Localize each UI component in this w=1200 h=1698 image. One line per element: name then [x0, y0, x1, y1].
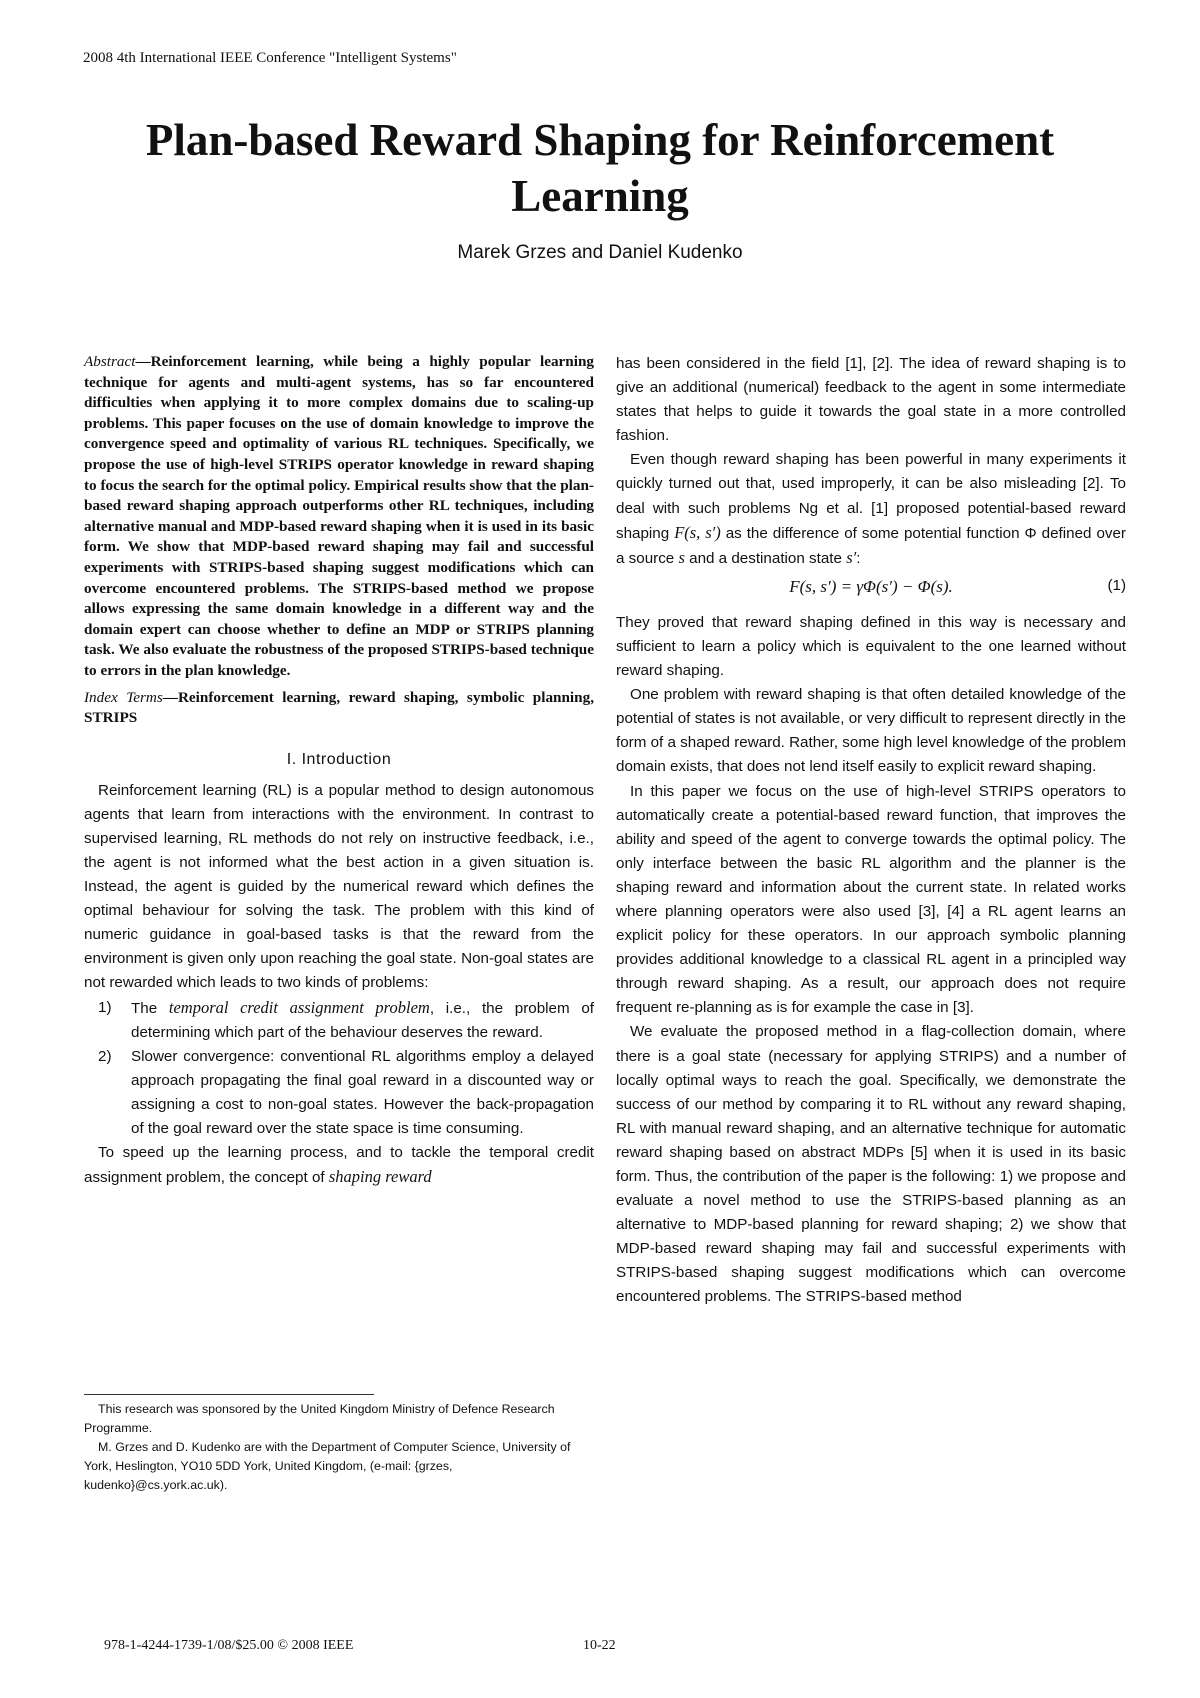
paper-authors: Marek Grzes and Daniel Kudenko: [457, 242, 743, 263]
intro-paragraph-3: Even though reward shaping has been powerful in many experiments it quickly turned out that, used improperly, it can be also misleading [2]. To deal with such problems Ng et al. [1] proposed potential-based reward shaping F(s, s′) as the difference of some potential function Φ defined over a source s and a destination state s′:: [616, 451, 1126, 567]
list-item: 1) The temporal credit assignment problem, i.e., the problem of determining which part of the behaviour deserves the reward.: [98, 997, 595, 1041]
math-inline: s: [678, 547, 685, 567]
footer-page-number: 10-22: [583, 1638, 616, 1653]
index-terms: Index Terms—Reinforcement learning, reward shaping, symbolic planning, STRIPS: [84, 688, 594, 727]
conference-header: 2008 4th International IEEE Conference "Intelligent Systems": [83, 50, 457, 66]
footnote-divider: [84, 1394, 374, 1395]
equation-number: (1): [1107, 576, 1126, 594]
intro-paragraph-7: We evaluate the proposed method in a flag-collection domain, where there is a goal state (necessary for applying STRIPS) and a number of locally optimal ways to reach the goal. Specifically, we demonstrate the success of our method by comparing it to RL without any reward shaping, RL with manual reward shaping, and an alternative technique for automatic reward shaping based on abstract MDPs [5] when it is used in its basic form. Thus, the contribution of the paper is the following: 1) we propose and evaluate a novel method to use the STRIPS-based planning as an alternative to MDP-based planning for reward shaping; 2) we show that MDP-based reward shaping may fail and successful experiments with STRIPS-based shaping suggest modifications which can overcome encountered problems. The STRIPS-based method: [616, 1023, 1126, 1306]
paper-title: Plan-based Reward Shaping for Reinforcement Learning: [145, 115, 1055, 221]
index-terms-label: Index Terms: [84, 688, 163, 706]
abstract: Abstract—Reinforcement learning, while being a highly popular learning technique for agents and multi-agent systems, has so far encountered difficulties when applying it to more complex domains due to scaling-up problems. This paper focuses on the use of domain knowledge to improve the convergence speed and optimality of various RL techniques. Specifically, we propose the use of high-level STRIPS operator knowledge in reward shaping to focus the search for the optimal policy. Empirical results show that the plan-based reward shaping approach outperforms other RL techniques, including alternative manual and MDP-based reward shaping when it is used in its basic form. We show that MDP-based reward shaping may fail and successful experiments with STRIPS-based shaping suggest modifications which can overcome encountered problems. The STRIPS-based method we propose allows expressing the same domain knowledge in a different way and the domain expert can choose whether to define an MDP or STRIPS planning task. We also evaluate the robustness of the proposed STRIPS-based technique to errors in the plan knowledge.: [84, 353, 594, 679]
right-column: [616, 352, 1126, 1310]
footnotes: [84, 1400, 594, 1495]
intro-paragraph-1: Reinforcement learning (RL) is a popular method to design autonomous agents that learn from interactions with the environment. In contrast to supervised learning, RL methods do not rely on instructive feedback, i.e., the agent is not informed what the best action in a given situation is. Instead, the agent is guided by the numerical reward which defines the optimal behaviour for solving the task. The problem with this kind of numeric guidance in goal-based tasks is that the reward from the environment is given only upon reaching the goal state. Non-goal states are not rewarded which leads to two kinds of problems:: [84, 781, 594, 992]
math-inline: s′: [846, 547, 857, 567]
intro-paragraph-4: They proved that reward shaping defined in this way is necessary and sufficient to learn a policy which is equivalent to the one learned without reward shaping.: [616, 613, 1126, 680]
equation-body: F(s, s′) = γΦ(s′) − Φ(s).: [789, 576, 953, 596]
emphasis: temporal credit assignment problem: [168, 997, 430, 1017]
intro-paragraph-6: In this paper we focus on the use of high-level STRIPS operators to automatically create a potential-based reward function, that improves the ability and speed of the agent to converge towards the optimal policy. The only interface between the basic RL algorithm and the planner is the shaping reward and information about the current state. In related works where planning operators were also used [3], [4] a RL agent learns an explicit policy for these operators. In our approach symbolic planning provides additional knowledge to a classical RL agent in a principled way through reward shaping. As a result, our approach does not require frequent re-planning as is for example the case in [3].: [616, 782, 1126, 1017]
footnote-funding: This research was sponsored by the United Kingdom Ministry of Defence Research Programme.: [84, 1402, 555, 1435]
abstract-label: Abstract: [84, 353, 136, 370]
intro-paragraph-5: One problem with reward shaping is that often detailed knowledge of the potential of states is not available, or very difficult to represent directly in the form of a shaped reward. Rather, some high level knowledge of the problem domain exists, that does not lend itself easily to explicit reward shaping.: [616, 686, 1126, 776]
list-item-number: 2): [98, 1047, 112, 1065]
section-heading-introduction: I. Introduction: [286, 750, 392, 768]
math-inline: F(s, s′): [674, 522, 721, 542]
footer-isbn: 978-1-4244-1739-1/08/$25.00 © 2008 IEEE: [104, 1638, 354, 1653]
list-item: 2) Slower convergence: conventional RL algorithms employ a delayed approach propagating the final goal reward in a discounted way or assigning a cost to non-goal states. However the back-propagation of the goal reward over the state space is time consuming.: [84, 1045, 594, 1141]
left-column: [84, 352, 594, 1190]
index-terms-text: Reinforcement learning, reward shaping, symbolic planning, STRIPS: [84, 688, 594, 727]
footnote-affiliation: M. Grzes and D. Kudenko are with the Department of Computer Science, University of York, Heslington, YO10 5DD York, United Kingdom, (e-mail: {grzes, kudenko}@cs.york.ac.uk).: [84, 1440, 571, 1492]
intro-paragraph-2: To speed up the learning process, and to tackle the temporal credit assignment problem, the concept of shaping reward: [84, 1144, 594, 1187]
equation-1: [616, 575, 1126, 605]
emphasis: shaping reward: [328, 1167, 432, 1187]
abstract-text: Reinforcement learning, while being a highly popular learning technique for agents and multi-agent systems, has so far encountered difficulties when applying it to more complex domains due to scaling-up problems. This paper focuses on the use of domain knowledge to improve the convergence speed and optimality of various RL techniques. Specifically, we propose the use of high-level STRIPS operator knowledge in reward shaping to focus the search for the optimal policy. Empirical results show that the plan-based reward shaping approach outperforms other RL techniques, including alternative manual and MDP-based reward shaping when it is used in its basic form. We show that MDP-based reward shaping may fail and successful experiments with STRIPS-based shaping suggest modifications which can overcome encountered problems. The STRIPS-based method we propose allows expressing the same domain knowledge in a different way and the domain expert can choose whether to define an MDP or STRIPS planning task. We also evaluate the robustness of the proposed STRIPS-based technique to errors in the plan knowledge.: [84, 353, 594, 679]
list-item-number: 1): [98, 998, 112, 1016]
intro-paragraph-2-continued: has been considered in the field [1], [2]. The idea of reward shaping is to give an additional (numerical) feedback to the agent in some intermediate states that helps to guide it towards the goal state in a more controlled fashion.: [616, 355, 1126, 445]
problems-list: [84, 996, 594, 1142]
